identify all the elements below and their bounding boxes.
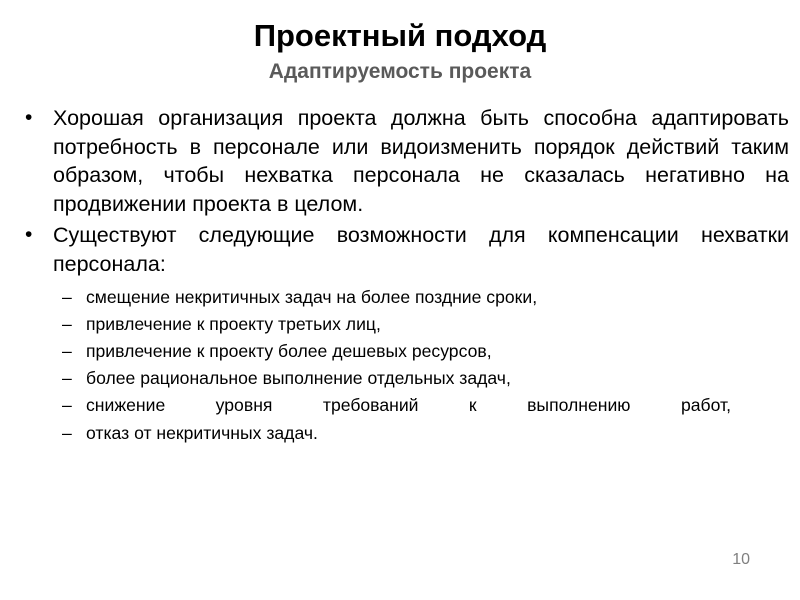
sub-bullet-item	[53, 311, 789, 338]
sub-bullet-text: смещение некритичных задач на более поздние сроки,	[86, 286, 538, 307]
slide-title: Проектный подход	[253, 18, 547, 53]
dash-marker: –	[62, 368, 72, 389]
sub-bullet-item	[53, 420, 789, 447]
sub-bullet-text: снижение уровня требований к выполнению работ,	[86, 395, 731, 416]
bullet-text: Существуют следующие возможности для компенсации нехватки персонала:	[53, 223, 789, 276]
sub-bullet-text: привлечение к проекту более дешевых ресурсов,	[86, 340, 492, 361]
sub-bullet-item	[53, 338, 789, 365]
sub-bullet-item	[53, 365, 789, 392]
dash-marker: –	[62, 340, 72, 361]
bullet-marker: •	[25, 106, 33, 129]
dash-marker: –	[62, 395, 72, 416]
sub-bullet-text: привлечение к проекту третьих лиц,	[86, 313, 381, 334]
dash-marker: –	[62, 313, 72, 334]
bullet-marker: •	[25, 223, 33, 247]
sub-bullet-list	[53, 284, 789, 447]
sub-bullet-text: более рациональное выполнение отдельных задач,	[86, 368, 511, 389]
sub-bullet-text: отказ от некритичных задач.	[86, 422, 318, 443]
sub-bullet-item	[53, 392, 731, 419]
sub-bullet-item	[53, 284, 789, 311]
slide-subtitle: Адаптируемость проекта	[268, 60, 532, 83]
bullet-item	[24, 221, 789, 446]
dash-marker: –	[62, 286, 72, 307]
dash-marker: –	[62, 422, 72, 443]
page-number: 10	[732, 551, 750, 568]
bullet-list	[24, 104, 789, 450]
bullet-item	[24, 104, 789, 218]
bullet-text: Хорошая организация проекта должна быть способна адаптировать потребность в персонале или видоизменить порядок действий таким образом, чтобы нехватка персонала не сказалась негативно на продвижении проекта в целом.	[53, 106, 789, 216]
